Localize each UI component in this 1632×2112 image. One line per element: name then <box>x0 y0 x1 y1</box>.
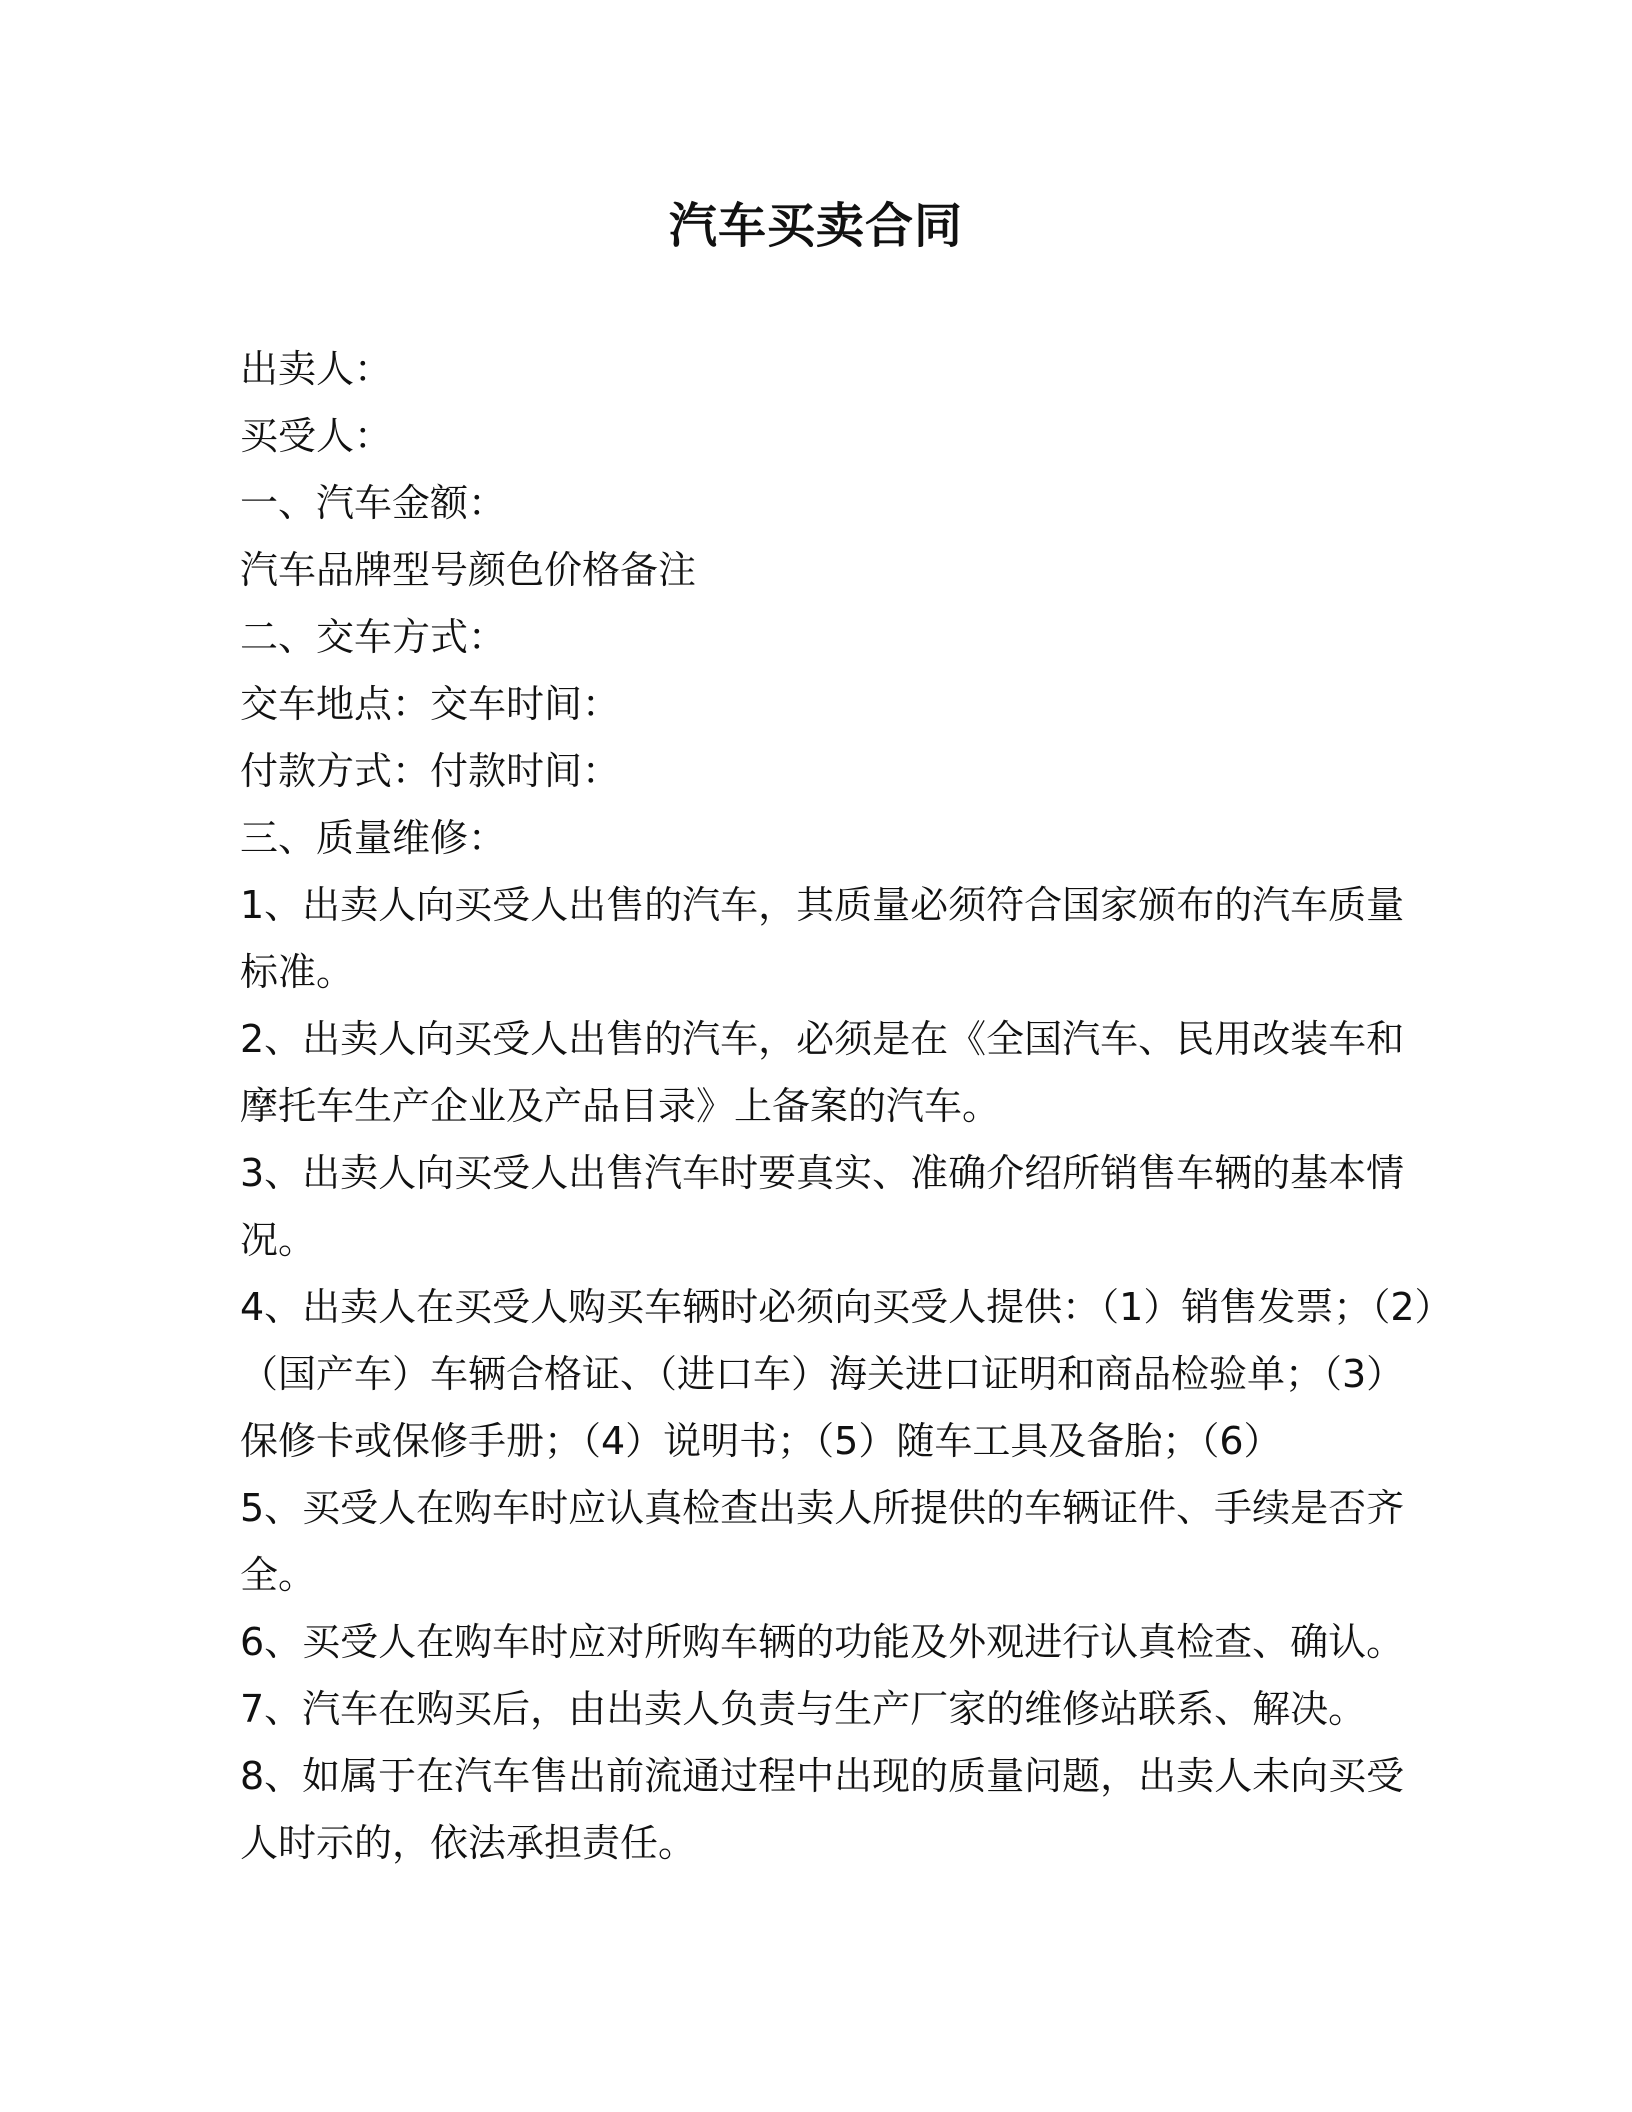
clause-2-line-2: 摩托车生产企业及产品目录》上备案的汽车。 <box>240 1084 1001 1128</box>
document-body <box>240 336 1453 1877</box>
clause-2-line-1: 2、出卖人向买受人出售的汽车，必须是在《全国汽车、民用改装车和 <box>240 1017 1405 1061</box>
document-title: 汽车买卖合同 <box>668 198 963 254</box>
clause-4-line-2: （国产车）车辆合格证、（进口车）海关进口证明和商品检验单；（3） <box>240 1352 1405 1396</box>
delivery-location-time: 交车地点：交车时间： <box>240 682 621 726</box>
clause-6-line-1: 6、买受人在购车时应对所购车辆的功能及外观进行认真检查、确认。 <box>240 1620 1405 1664</box>
clause-3-line-2: 况。 <box>240 1218 317 1262</box>
clause-3-line-1: 3、出卖人向买受人出售汽车时要真实、准确介绍所销售车辆的基本情 <box>240 1151 1405 1195</box>
clause-4-line-1: 4、出卖人在买受人购买车辆时必须向买受人提供：（1）销售发票；（2） <box>240 1285 1453 1329</box>
clause-5-line-1: 5、买受人在购车时应认真检查出卖人所提供的车辆证件、手续是否齐 <box>240 1486 1405 1530</box>
clause-8-line-2: 人时示的，依法承担责任。 <box>240 1821 697 1865</box>
car-info-fields: 汽车品牌型号颜色价格备注 <box>240 548 697 592</box>
clause-1-line-2: 标准。 <box>240 950 355 994</box>
section-1-heading: 一、汽车金额： <box>240 481 507 525</box>
buyer-line: 买受人： <box>240 414 393 458</box>
section-3-heading: 三、质量维修： <box>240 816 507 860</box>
clause-8-line-1: 8、如属于在汽车售出前流通过程中出现的质量问题，出卖人未向买受 <box>240 1754 1405 1798</box>
clause-5-line-2: 全。 <box>240 1553 317 1597</box>
section-2-heading: 二、交车方式： <box>240 615 507 659</box>
payment-method-time: 付款方式：付款时间： <box>240 749 621 793</box>
clause-7-line-1: 7、汽车在购买后，由出卖人负责与生产厂家的维修站联系、解决。 <box>240 1687 1367 1731</box>
clause-1-line-1: 1、出卖人向买受人出售的汽车，其质量必须符合国家颁布的汽车质量 <box>240 883 1405 927</box>
clause-4-line-3: 保修卡或保修手册；（4）说明书；（5）随车工具及备胎；（6） <box>240 1419 1282 1463</box>
seller-line: 出卖人： <box>240 347 393 391</box>
